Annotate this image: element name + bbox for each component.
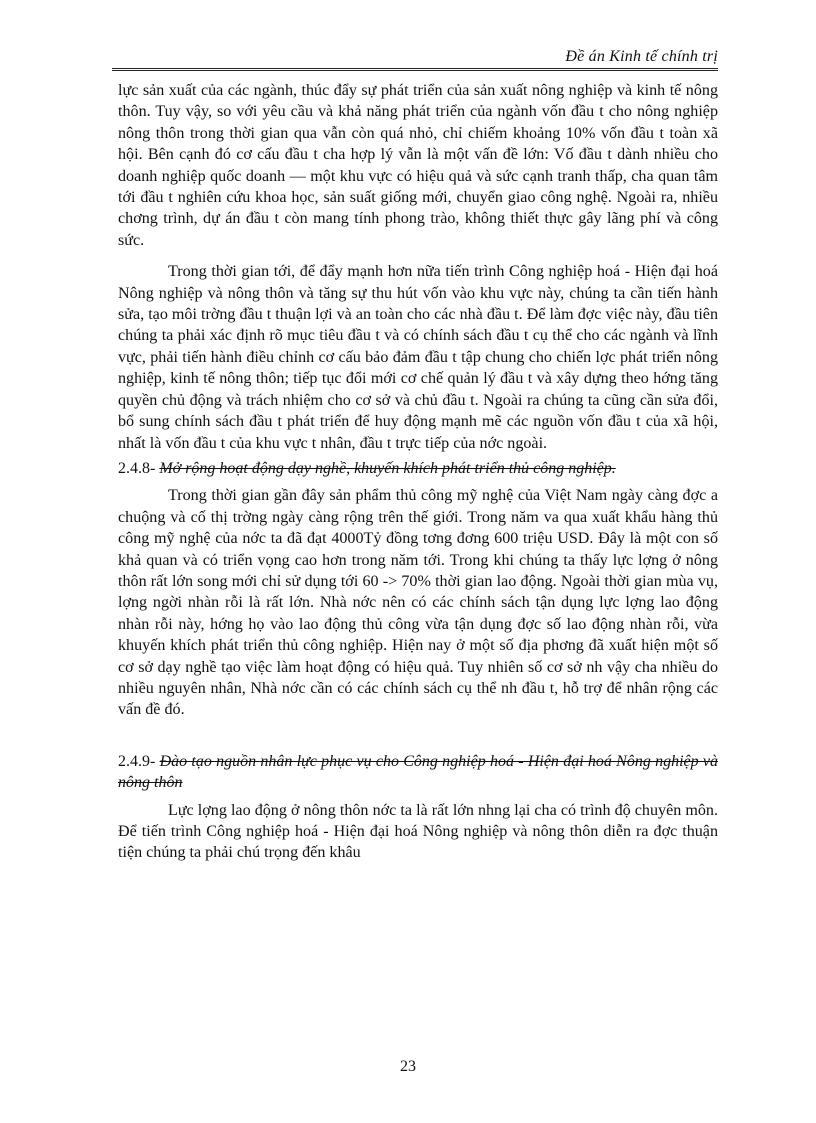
page-number: 23	[400, 1058, 416, 1075]
document-body	[118, 80, 718, 864]
section-title: Đào tạo nguồn nhân lực phục vụ cho Công nghiệp hoá - Hiện đại hoá Nông nghiệp và nông thôn	[118, 752, 718, 792]
paragraph-labor-training: Lực lợng lao động ở nông thôn nớc ta là rất lớn nhng lại cha có trình độ chuyên môn. Để tiến trình Công nghiệp hoá - Hiện đại hoá Nông nghiệp và nông thôn diễn ra đợc thuận tiện chúng ta phải chú trọng đến khâu	[118, 801, 718, 862]
section-number: 2.4.8-	[118, 459, 156, 477]
paragraph-handicraft: Trong thời gian gần đây sản phẩm thủ công mỹ nghệ của Việt Nam ngày càng đợc a chuộng và cố thị trờng ngày càng rộng trên thế giới. Trong năm va qua xuất khẩu hàng thủ công mỹ nghệ của nớc ta đã đạt 4000Tỷ đồng tơng đơng 600 triệu USD. Đây là một con số khả quan và có triển vọng cao hơn trong năm tới. Trong khi chúng ta thấy lực lợng ở nông thôn rất lớn song mới chỉ sử dụng tới 60 -> 70% thời gian lao động. Ngoài thời gian mùa vụ, lợng ngời nhàn rỗi là rất lớn. Nhà nớc nên có các chính sách tận dụng lực lợng lao động nhàn rỗi này, hớng họ vào lao động thủ công vừa tận dụng đợc số lao động nhàn rỗi, vừa khuyến khích phát triển thủ công nghiệp. Hiện nay ở một số địa phơng đã xuất hiện một số cơ sở dạy nghề tạo việc làm hoạt động có hiệu quả. Tuy nhiên số cơ sở nh vậy cha nhiều do nhiều nguyên nhân, Nhà nớc cần có các chính sách cụ thể nh đầu t, hỗ trợ để nhân rộng các vấn đề đó.	[118, 487, 718, 719]
paragraph-investment-structure: lực sản xuất của các ngành, thúc đẩy sự phát triển của sản xuất nông nghiệp và kinh tế nông thôn. Tuy vậy, so với yêu cầu và khả năng phát triển của ngành vốn đầu t cho nông nghiệp nông thôn trong thời gian qua vẫn còn quá nhỏ, chỉ chiếm khoảng 10% vốn đầu t toàn xã hội. Bên cạnh đó cơ cấu đầu t cha hợp lý vẫn là một vấn đề lớn: Vố đầu t dành nhiều cho doanh nghiệp quốc doanh — một khu vực có hiệu quả và sức cạnh tranh thấp, cha quan tâm tới đầu t nghiên cứu khoa học, sản suất giống mới, chuyển giao công nghệ. Ngoài ra, nhiều chơng trình, dự án đầu t còn mang tính phong trào, không thiết thực gây lãng phí và công sức.	[118, 82, 718, 249]
paragraph-future-investment: Trong thời gian tới, để đẩy mạnh hơn nữa tiến trình Công nghiệp hoá - Hiện đại hoá Nông nghiệp và nông thôn và tăng sự thu hút vốn vào khu vực này, chúng ta cần tiến hành sửa, tạo môi trờng đầu t thuận lợi và an toàn cho các nhà đầu t. Để làm đợc việc này, đầu tiên chúng ta phải xác định rõ mục tiêu đầu t và có chính sách đầu t cụ thể cho các ngành và lĩnh vực, phải tiến hành điều chỉnh cơ cấu bảo đảm đầu t tập chung cho chiến lợc phát triển nông nghiệp, kinh tế nông thôn; tiếp tục đổi mới cơ chế quản lý đầu t và xây dựng theo hớng tăng quyền chủ động và trách nhiệm cho cơ sở và chủ đầu t. Ngoài ra chúng ta cũng cần sửa đổi, bổ sung chính sách đầu t phát triển để huy động mạnh mẽ các nguồn vốn đầu t của xã hội, nhất là vốn đầu t của khu vực t nhân, đầu t trực tiếp của nớc ngoài.	[118, 263, 718, 452]
section-title: Mở rộng hoạt động dạy nghề, khuyến khích phát triển thủ công nghiệp.	[159, 459, 616, 477]
section-number: 2.4.9-	[118, 752, 156, 770]
section-heading-2-4-8	[118, 458, 718, 479]
header-rule	[112, 68, 718, 71]
section-heading-2-4-9	[118, 751, 718, 794]
running-header-title: Đề án Kinh tế chính trị	[565, 48, 718, 65]
